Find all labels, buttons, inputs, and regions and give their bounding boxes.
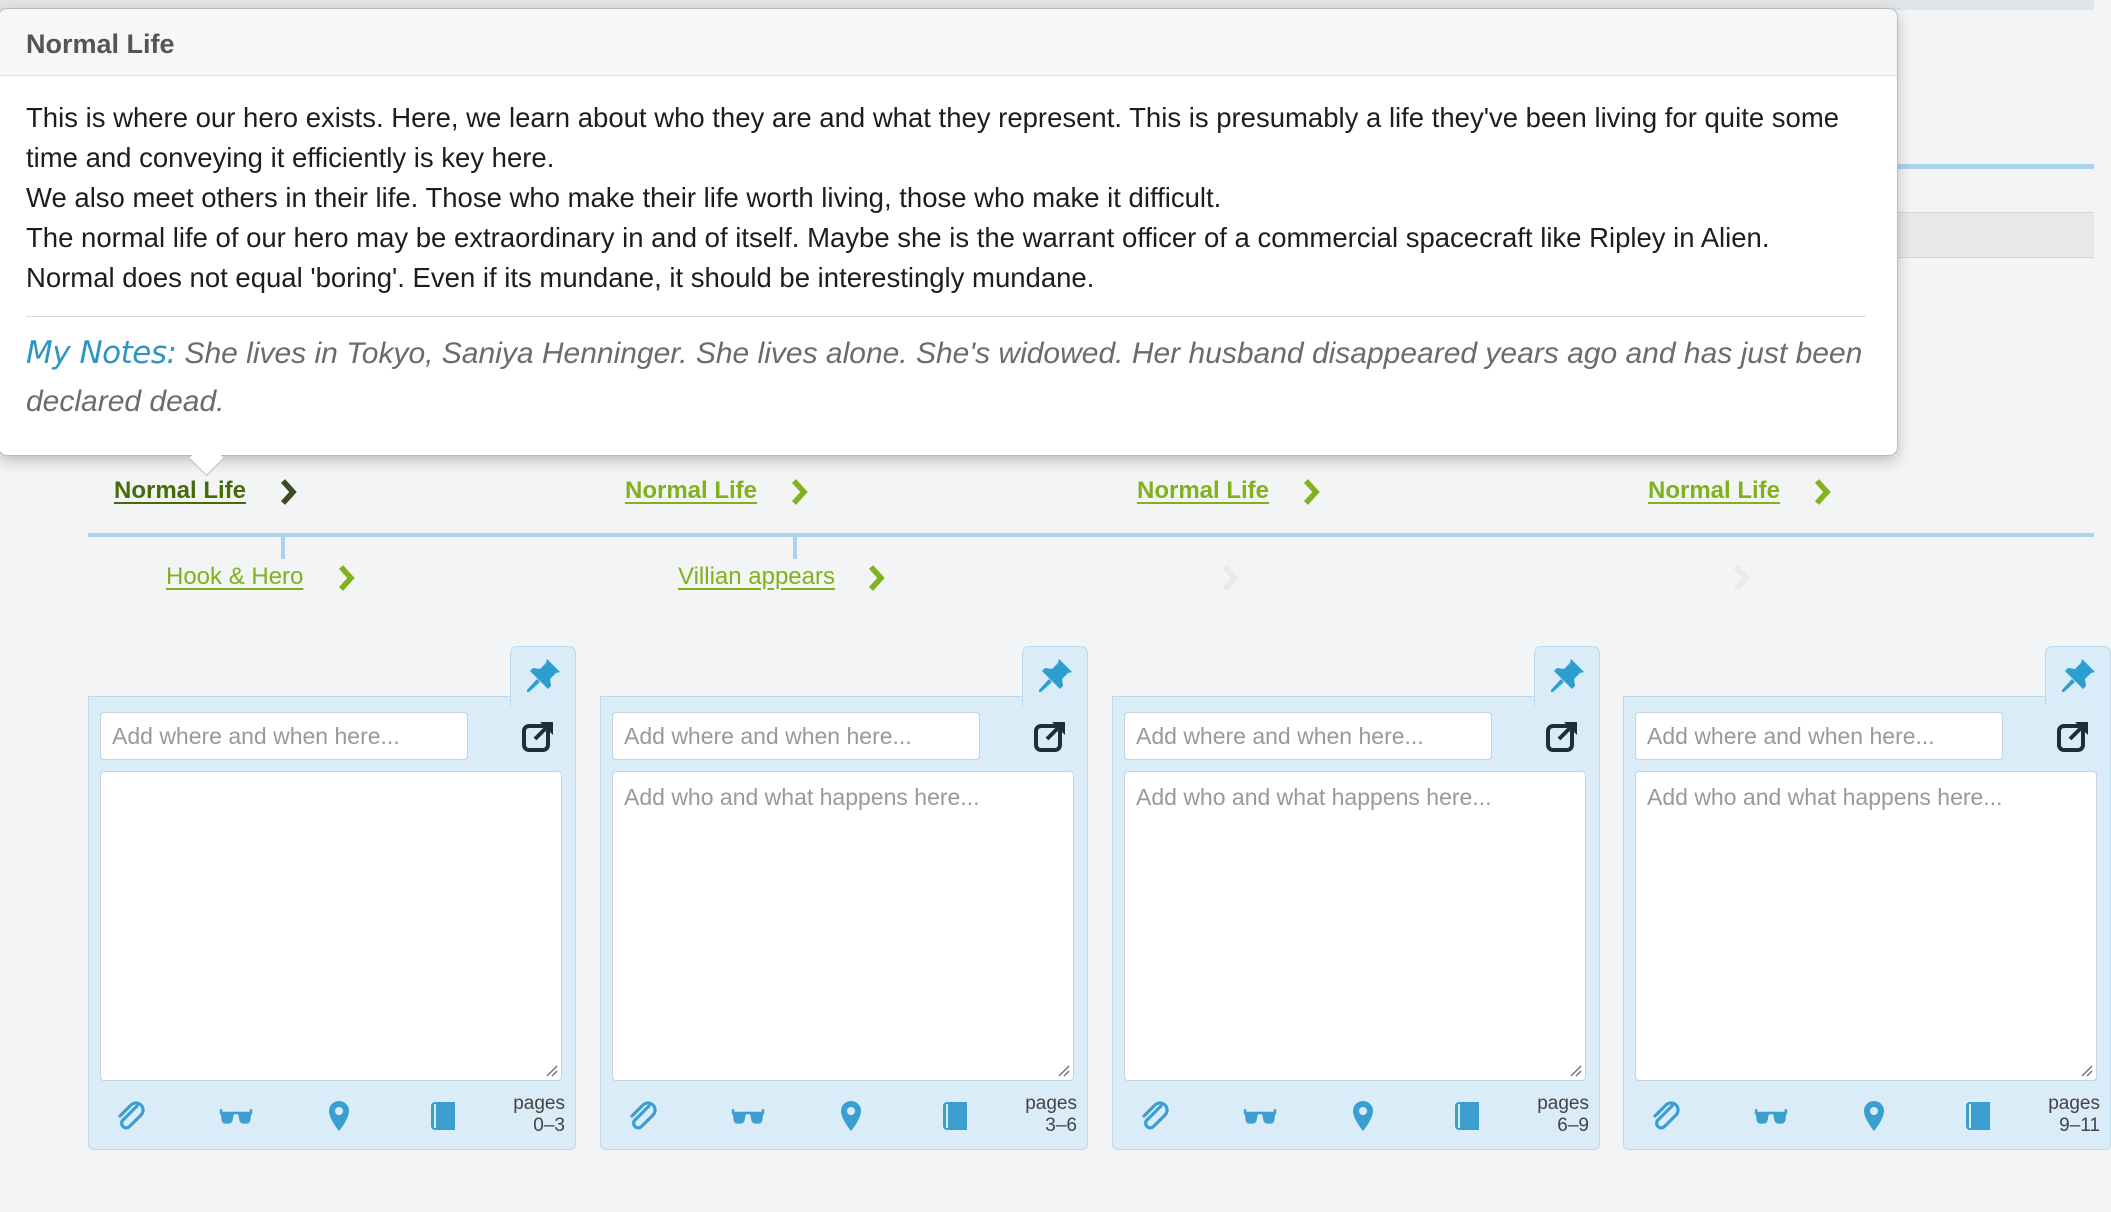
notebook-icon[interactable] xyxy=(1961,1099,1995,1133)
external-edit-icon[interactable] xyxy=(521,719,555,753)
pushpin-icon[interactable] xyxy=(1038,657,1074,693)
resize-handle-icon[interactable] xyxy=(2079,1063,2093,1077)
background-divider xyxy=(1880,164,2094,169)
notebook-icon[interactable] xyxy=(938,1099,972,1133)
pages-range: pages 9–11 xyxy=(2048,1093,2100,1136)
who-what-textarea[interactable] xyxy=(1635,771,2097,1081)
scene-card-3 xyxy=(1112,646,1600,1150)
scene-card-body xyxy=(600,696,1088,1150)
notes-divider xyxy=(26,316,1866,317)
resize-handle-icon[interactable] xyxy=(544,1063,558,1077)
pages-range: pages 6–9 xyxy=(1537,1093,1589,1136)
timeline-connector xyxy=(793,537,797,559)
paperclip-icon[interactable] xyxy=(114,1099,148,1133)
popover-title: Normal Life xyxy=(0,9,1897,76)
pin-tab[interactable] xyxy=(1022,646,1088,706)
map-pin-icon[interactable] xyxy=(834,1099,868,1133)
my-notes-text: She lives in Tokyo, Saniya Henninger. She lives alone. She's widowed. Her husband disappeared years ago and has just been declared dead. xyxy=(26,337,1863,418)
popover-body xyxy=(0,76,1897,426)
map-pin-icon[interactable] xyxy=(1857,1099,1891,1133)
where-when-input[interactable] xyxy=(100,712,468,760)
beat-link-1[interactable]: Normal Life xyxy=(114,477,247,504)
timeline-connector xyxy=(281,537,285,559)
popover-paragraph: The normal life of our hero may be extraordinary in and of itself. Maybe she is the warrant officer of a commercial spacecraft like Ripley in Alien. xyxy=(26,222,1770,253)
chevron-right-icon[interactable] xyxy=(1301,478,1323,506)
scene-card-1 xyxy=(88,646,576,1150)
scene-card-body xyxy=(1623,696,2111,1150)
scene-card-4 xyxy=(1623,646,2100,1150)
scene-card-inner xyxy=(1623,646,2111,1150)
beat-link-2[interactable]: Normal Life xyxy=(625,477,758,504)
pin-tab[interactable] xyxy=(2045,646,2111,706)
sunglasses-icon[interactable] xyxy=(1243,1099,1277,1133)
where-when-input[interactable] xyxy=(612,712,980,760)
background-band xyxy=(1880,212,2094,258)
pushpin-icon[interactable] xyxy=(1550,657,1586,693)
map-pin-icon[interactable] xyxy=(322,1099,356,1133)
pin-tab[interactable] xyxy=(510,646,576,706)
beat-description-popover xyxy=(0,8,1898,456)
chevron-right-icon[interactable] xyxy=(789,478,811,506)
resize-handle-icon[interactable] xyxy=(1568,1063,1582,1077)
paperclip-icon[interactable] xyxy=(1649,1099,1683,1133)
who-what-textarea[interactable] xyxy=(1124,771,1586,1081)
scene-card-body xyxy=(1112,696,1600,1150)
chevron-right-icon xyxy=(1731,564,1753,592)
who-what-textarea[interactable] xyxy=(100,771,562,1081)
pushpin-icon[interactable] xyxy=(526,657,562,693)
scene-card-body xyxy=(88,696,576,1150)
scene-card-2 xyxy=(600,646,1088,1150)
map-pin-icon[interactable] xyxy=(1346,1099,1380,1133)
chevron-right-icon[interactable] xyxy=(278,478,300,506)
sub-beat-link-1[interactable]: Hook & Hero xyxy=(166,563,304,590)
pin-tab[interactable] xyxy=(1534,646,1600,706)
where-when-input[interactable] xyxy=(1124,712,1492,760)
pages-range: pages 3–6 xyxy=(1025,1093,1077,1136)
my-notes xyxy=(26,329,1867,426)
external-edit-icon[interactable] xyxy=(1545,719,1579,753)
where-when-input[interactable] xyxy=(1635,712,2003,760)
external-edit-icon[interactable] xyxy=(2056,719,2090,753)
chevron-right-icon xyxy=(1220,564,1242,592)
pages-range: pages 0–3 xyxy=(513,1093,565,1136)
sunglasses-icon[interactable] xyxy=(219,1099,253,1133)
sub-beat-link-2[interactable]: Villian appears xyxy=(678,563,835,590)
paperclip-icon[interactable] xyxy=(1138,1099,1172,1133)
popover-paragraph: Normal does not equal 'boring'. Even if its mundane, it should be interestingly mundane. xyxy=(26,262,1095,293)
external-edit-icon[interactable] xyxy=(1033,719,1067,753)
beat-link-3[interactable]: Normal Life xyxy=(1137,477,1270,504)
resize-handle-icon[interactable] xyxy=(1056,1063,1070,1077)
beat-link-4[interactable]: Normal Life xyxy=(1648,477,1781,504)
timeline-line xyxy=(88,533,2094,537)
paperclip-icon[interactable] xyxy=(626,1099,660,1133)
my-notes-label: My Notes: xyxy=(26,335,177,371)
sunglasses-icon[interactable] xyxy=(731,1099,765,1133)
popover-paragraph: This is where our hero exists. Here, we learn about who they are and what they represent. This is presumably a life they've been living for quite some time and conveying it efficiently is key here. xyxy=(26,102,1840,173)
notebook-icon[interactable] xyxy=(1450,1099,1484,1133)
chevron-right-icon[interactable] xyxy=(1812,478,1834,506)
popover-paragraph: We also meet others in their life. Those who make their life worth living, those who make it difficult. xyxy=(26,182,1222,213)
chevron-right-icon[interactable] xyxy=(866,564,888,592)
notebook-icon[interactable] xyxy=(426,1099,460,1133)
sunglasses-icon[interactable] xyxy=(1754,1099,1788,1133)
who-what-textarea[interactable] xyxy=(612,771,1074,1081)
chevron-right-icon[interactable] xyxy=(336,564,358,592)
pushpin-icon[interactable] xyxy=(2061,657,2097,693)
